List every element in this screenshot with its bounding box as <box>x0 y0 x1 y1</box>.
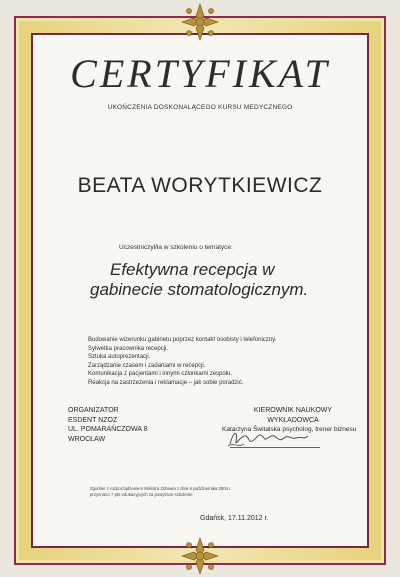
ornament-top-icon <box>180 2 220 42</box>
topic-item: Reakcja na zastrzeżenia i reklamacje – jak sobie poradzić. <box>88 379 244 386</box>
intro-line: Uczestniczył/ła w szkoleniu o tematyce: <box>119 244 233 251</box>
footnote <box>90 486 232 498</box>
topic-item: Zarządzanie czasem i zadaniami w recepcji. <box>88 362 206 369</box>
organizer-name: ESDENT NZOZ <box>68 416 118 424</box>
place-date: Gdańsk, 17.11.2012 r. <box>200 515 269 522</box>
topics-list <box>88 336 276 388</box>
recipient-name: BEATA WORYTKIEWICZ <box>77 174 323 197</box>
certificate-title: CERTYFIKAT <box>70 51 330 96</box>
certificate-subtitle: UKOŃCZENIA DOSKONALĄCEGO KURSU MEDYCZNEGO <box>107 104 293 111</box>
topic-item: Komunikacja z pacjentami i innymi członkami zespołu. <box>88 371 233 378</box>
organizer-block <box>68 406 147 444</box>
organizer-city: WROCŁAW <box>68 435 106 443</box>
lead-heading-1: KIEROWNIK NAUKOWY <box>253 407 333 414</box>
footnote-line: przyznano 7 pkt edukacyjnych za powyższe szkolenie <box>90 492 193 497</box>
lead-person: Katarzyna Świtalska psycholog, trener biznesu <box>222 426 357 433</box>
signature-line <box>230 447 320 448</box>
topic-item: Sylwetka pracownika recepcji. <box>88 345 169 352</box>
ornament-bottom-icon <box>180 536 220 576</box>
course-title-line: Efektywna recepcja w <box>110 260 275 279</box>
course-title <box>90 260 370 300</box>
topic-item: Sztuka autoprezentacji. <box>88 354 151 361</box>
course-title-line: gabinecie stomatologicznym. <box>90 280 309 299</box>
footnote-line: Zgodnie z rozporządzeniem Ministra Zdrowia z dnia 6 października 2004 r. <box>90 486 232 491</box>
organizer-street: UL. POMARAŃCZOWA 8 <box>68 426 148 433</box>
topic-item: Budowanie wizerunku gabinetu poprzez kontakt osobisty i telefoniczny. <box>88 337 277 343</box>
organizer-heading: ORGANIZATOR <box>68 407 119 414</box>
lead-heading-2: WYKŁADOWCA <box>267 416 319 424</box>
